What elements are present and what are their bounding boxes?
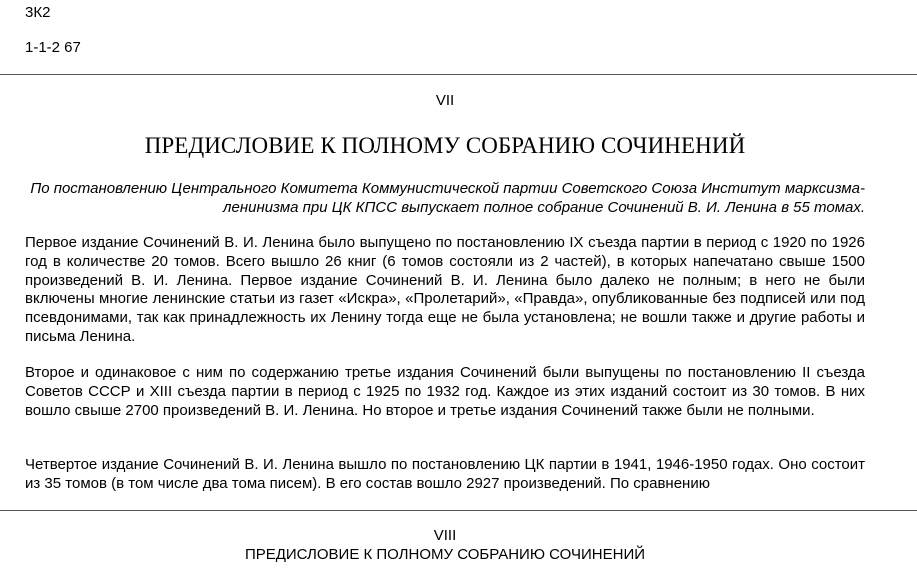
page-title: ПРЕДИСЛОВИЕ К ПОЛНОМУ СОБРАНИЮ СОЧИНЕНИЙ bbox=[144, 133, 746, 158]
page-divider-top bbox=[0, 74, 917, 75]
page-number: VII bbox=[435, 92, 455, 109]
running-head: ПРЕДИСЛОВИЕ К ПОЛНОМУ СОБРАНИЮ СОЧИНЕНИЙ bbox=[244, 546, 646, 563]
epigraph: По постановлению Центрального Комитета Коммунистической партии Советского Союза Институт марксизма-ленинизма при ЦК КПСС выпускает полное собрание Сочинений В. И. Ленина в 55 томах. bbox=[30, 180, 865, 216]
catalog-code: 3К2 bbox=[25, 4, 51, 21]
body-paragraph: Четвертое издание Сочинений В. И. Ленина вышло по постановлению ЦК партии в 1941, 1946-1950 годах. Оно состоит из 35 томов (в том числе два тома писем). В его состав вошло 2927 произведений. По сравнению bbox=[25, 456, 865, 492]
body-paragraph: Первое издание Сочинений В. И. Ленина было выпущено по постановлению IX съезда партии в период с 1920 по 1926 год в количестве 20 томов. Всего вышло 26 книг (6 томов состояли из 2 частей), в которых напечатано свыше 1500 произведений В. И. Ленина. Первое издание Сочинений В. И. Ленина было далеко не полным; в него не были включены многие ленинские статьи из газет «Искра», «Пролетарий», «Правда», опубликованные без подписей или под псевдонимами, так как принадлежность их Ленину тогда еще не была установлена; не вошли также и другие работы и письма Ленина. bbox=[25, 234, 865, 345]
body-paragraph: Второе и одинаковое с ним по содержанию третье издания Сочинений были выпущены по постановлению II съезда Советов СССР и XIII съезда партии в период с 1925 по 1932 год. Каждое из этих изданий состоит из 30 томов. В них вошло свыше 2700 произведений В. И. Ленина. Но второе и третье издания Сочинений также были не полными. bbox=[25, 364, 865, 419]
catalog-reference: 1-1-2 67 bbox=[25, 39, 81, 56]
page-number-next: VIII bbox=[433, 527, 457, 544]
page-divider-bottom bbox=[0, 510, 917, 511]
